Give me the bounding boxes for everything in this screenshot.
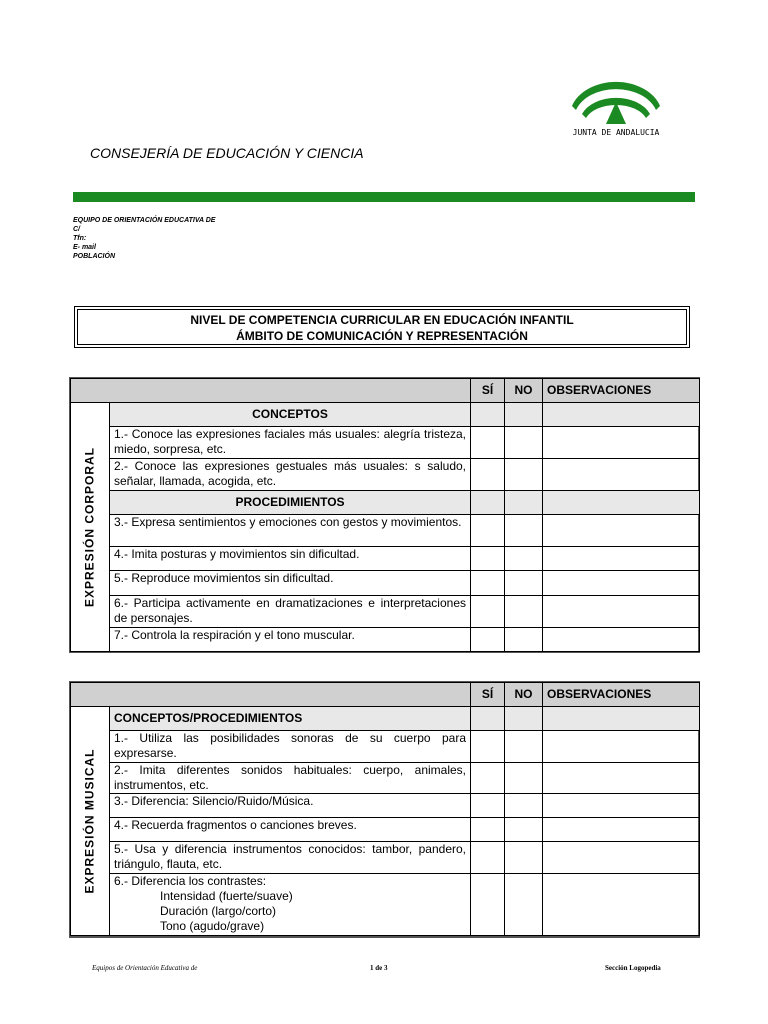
observaciones-cell[interactable]	[543, 874, 700, 936]
table-row	[71, 731, 700, 763]
green-divider-bar	[73, 192, 695, 202]
title-line-1: NIVEL DE COMPETENCIA CURRICULAR EN EDUCACIÓN INFANTIL	[190, 313, 574, 327]
no-cell[interactable]	[505, 515, 543, 547]
equipo-line: POBLACIÓN	[73, 253, 115, 260]
section-conceptos-procedimientos: CONCEPTOS/PROCEDIMIENTOS	[110, 707, 471, 731]
table-row	[71, 763, 700, 794]
observaciones-cell[interactable]	[543, 547, 700, 571]
no-cell[interactable]	[505, 596, 543, 628]
table-row	[71, 596, 700, 628]
table-row	[71, 547, 700, 571]
no-cell[interactable]	[505, 571, 543, 596]
si-cell[interactable]	[471, 818, 505, 842]
observaciones-cell[interactable]	[543, 628, 700, 652]
no-cell[interactable]	[505, 628, 543, 652]
col-si-header: SÍ	[471, 379, 505, 403]
no-cell[interactable]	[505, 459, 543, 491]
musical-table	[70, 682, 700, 936]
item6-sub: Intensidad (fuerte/suave)	[160, 889, 293, 903]
footer-right: Sección Logopedia	[605, 964, 661, 972]
col-observaciones-header: OBSERVACIONES	[543, 683, 700, 707]
logo-text: JUNTA DE ANDALUCIA	[572, 128, 660, 137]
logo-arcs-icon	[566, 72, 666, 128]
side-label-cell	[71, 707, 110, 936]
table-row	[71, 628, 700, 652]
table-row	[71, 818, 700, 842]
item-text: 1.- Utiliza las posibilidades sonoras de su cuerpo para expresarse.	[110, 731, 471, 763]
observaciones-cell[interactable]	[543, 731, 700, 763]
side-label-cell	[71, 403, 110, 652]
observaciones-cell[interactable]	[543, 763, 700, 794]
col-observaciones-header: OBSERVACIONES	[543, 379, 700, 403]
col-no-header: NO	[505, 683, 543, 707]
no-cell[interactable]	[505, 794, 543, 818]
section-conceptos: CONCEPTOS	[110, 403, 471, 427]
item-text	[110, 874, 471, 936]
si-cell[interactable]	[471, 515, 505, 547]
si-cell[interactable]	[471, 842, 505, 874]
corporal-table	[70, 378, 700, 652]
observaciones-cell[interactable]	[543, 427, 700, 459]
no-cell[interactable]	[505, 731, 543, 763]
title-line-2: ÁMBITO DE COMUNICACIÓN Y REPRESENTACIÓN	[236, 329, 528, 343]
footer-page-number: 1 de 3	[370, 964, 388, 972]
item-text: 4.- Imita posturas y movimientos sin dificultad.	[110, 547, 471, 571]
observaciones-cell[interactable]	[543, 818, 700, 842]
table-row	[71, 874, 700, 936]
si-cell[interactable]	[471, 596, 505, 628]
section-procedimientos: PROCEDIMIENTOS	[110, 491, 471, 515]
no-cell[interactable]	[505, 547, 543, 571]
si-cell[interactable]	[471, 763, 505, 794]
table-row	[71, 459, 700, 491]
observaciones-cell[interactable]	[543, 842, 700, 874]
si-cell[interactable]	[471, 571, 505, 596]
observaciones-cell[interactable]	[543, 571, 700, 596]
col-si-header: SÍ	[471, 683, 505, 707]
item-text: 2.- Imita diferentes sonidos habituales: cuerpo, animales, instrumentos, etc.	[110, 763, 471, 794]
item6-sub: Duración (largo/corto)	[160, 904, 277, 918]
item-text: 5.- Usa y diferencia instrumentos conocidos: tambor, pandero, triángulo, flauta, etc.	[110, 842, 471, 874]
item-text: 6.- Participa activamente en dramatizaciones e interpretaciones de personajes.	[110, 596, 471, 628]
si-cell[interactable]	[471, 874, 505, 936]
observaciones-cell[interactable]	[543, 459, 700, 491]
observaciones-cell[interactable]	[543, 596, 700, 628]
side-label-expresion-corporal: EXPRESIÓN CORPORAL	[82, 446, 97, 608]
si-cell[interactable]	[471, 547, 505, 571]
si-cell[interactable]	[471, 731, 505, 763]
item-text: 7.- Controla la respiración y el tono muscular.	[110, 628, 471, 652]
equipo-line: C/	[73, 226, 80, 233]
table-row	[71, 515, 700, 547]
si-cell[interactable]	[471, 459, 505, 491]
si-cell[interactable]	[471, 628, 505, 652]
item-text: 4.- Recuerda fragmentos o canciones breves.	[110, 818, 471, 842]
table-row	[71, 842, 700, 874]
item-text: 3.- Expresa sentimientos y emociones con gestos y movimientos.	[110, 515, 471, 547]
no-cell[interactable]	[505, 427, 543, 459]
no-cell[interactable]	[505, 818, 543, 842]
item6-title: 6.- Diferencia los contrastes:	[114, 874, 267, 888]
si-cell[interactable]	[471, 794, 505, 818]
junta-de-andalucia-logo	[566, 72, 666, 142]
observaciones-cell[interactable]	[543, 515, 700, 547]
item-text: 5.- Reproduce movimientos sin dificultad.	[110, 571, 471, 596]
table-row	[71, 427, 700, 459]
table-row	[71, 571, 700, 596]
no-cell[interactable]	[505, 842, 543, 874]
side-label-expresion-musical: EXPRESIÓN MUSICAL	[82, 748, 97, 894]
si-cell[interactable]	[471, 427, 505, 459]
equipo-line: Tfn:	[73, 235, 87, 242]
item-text: 1.- Conoce las expresiones faciales más usuales: alegría tristeza, miedo, sorpresa, etc.	[110, 427, 471, 459]
col-no-header: NO	[505, 379, 543, 403]
observaciones-cell[interactable]	[543, 794, 700, 818]
equipo-contact-block	[73, 216, 215, 261]
equipo-line: EQUIPO DE ORIENTACIÓN EDUCATIVA DE	[73, 217, 216, 224]
no-cell[interactable]	[505, 763, 543, 794]
equipo-line: E- mail	[73, 244, 96, 251]
item-text: 2.- Conoce las expresiones gestuales más usuales: s saludo, señalar, llamada, acogida, etc.	[110, 459, 471, 491]
document-title-box	[74, 306, 690, 348]
item6-sub: Tono (agudo/grave)	[160, 919, 265, 933]
footer-left: Equipos de Orientación Educativa de	[92, 964, 198, 972]
no-cell[interactable]	[505, 874, 543, 936]
table-row	[71, 794, 700, 818]
consejeria-title: CONSEJERÍA DE EDUCACIÓN Y CIENCIA	[90, 145, 364, 161]
item-text: 3.- Diferencia: Silencio/Ruido/Música.	[110, 794, 471, 818]
